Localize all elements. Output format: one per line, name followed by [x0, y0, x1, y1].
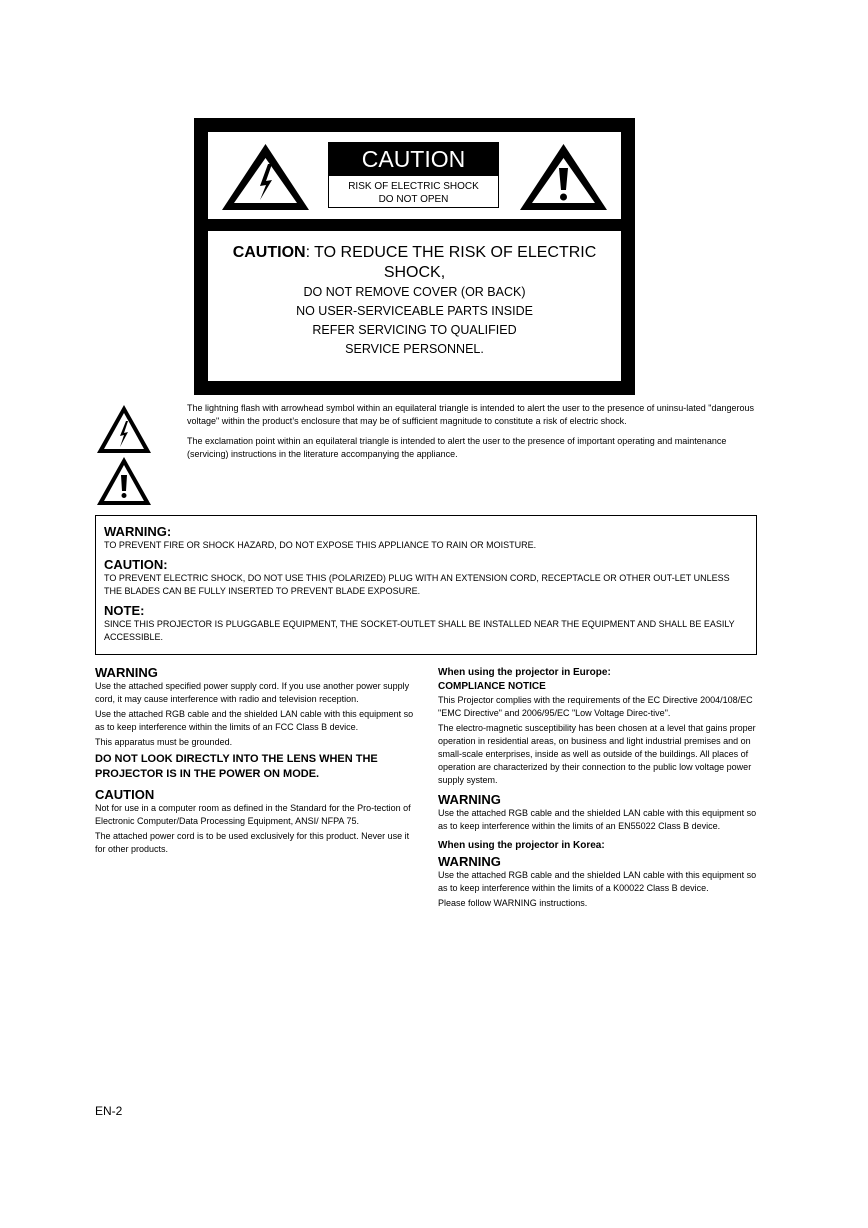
caution-headline-rest: : TO REDUCE THE RISK OF ELECTRIC	[305, 244, 597, 261]
paragraph: Not for use in a computer room as defined in the Standard for the Pro-tection of Electronic Computer/Data Processing Equipment, ANSI/ NFPA 75.	[95, 803, 411, 826]
paragraph: This Projector complies with the requirements of the EC Directive 2004/108/EC "EMC Directive" and 2006/95/EC "Low Voltage Direc-tive".	[438, 695, 753, 718]
warning-notice-box	[95, 515, 757, 655]
paragraph: Use the attached RGB cable and the shielded LAN cable with this equipment so as to keep interference within the limits of an FCC Class B device.	[95, 709, 414, 732]
paragraph: Please follow WARNING instructions.	[438, 898, 588, 908]
lightning-explanation: The lightning flash with arrowhead symbol within an equilateral triangle is intended to alert the user to the presence of uninsu-lated "dangerous voltage" within the product’s enclosure that may be of sufficient magnitude to constitute a risk of electric shock.	[187, 403, 755, 426]
caution-message	[208, 231, 621, 381]
do-not-open-text: DO NOT OPEN	[378, 194, 449, 205]
risk-text: RISK OF ELECTRIC SHOCK	[348, 181, 479, 192]
paragraph: This apparatus must be grounded.	[95, 737, 233, 747]
caution-label-subtitle	[329, 176, 498, 206]
paragraph: The electro-magnetic susceptibility has been chosen at a level that gains proper operation in residential areas, on business and light industrial premises and on small-scale enterprises, inside as well as outside of the buildings. All places of operation are characterized by their connection to the public low voltage power supply system.	[438, 723, 756, 785]
paragraph: Use the attached RGB cable and the shielded LAN cable with this equipment so as to keep interference within the limits of a K00022 Class B device.	[438, 870, 757, 893]
exclamation-explanation: The exclamation point within an equilateral triangle is intended to alert the user to the presence of important operating and maintenance (servicing) instructions in the literature accompanying the appliance.	[187, 436, 727, 459]
note-text: SINCE THIS PROJECTOR IS PLUGGABLE EQUIPMENT, THE SOCKET-OUTLET SHALL BE INSTALLED NEAR THE EQUIPMENT AND SHALL BE EASILY ACCESSIBLE.	[104, 619, 735, 642]
caution-label-top	[208, 132, 621, 219]
caution-headline-line2: SHOCK,	[383, 264, 446, 281]
caution-line: NO USER-SERVICEABLE PARTS INSIDE	[296, 304, 533, 318]
left-column	[95, 666, 415, 858]
caution-label-box	[194, 118, 635, 395]
caution-text: TO PREVENT ELECTRIC SHOCK, DO NOT USE THIS (POLARIZED) PLUG WITH AN EXTENSION CORD, RECEPTACLE OR OTHER OUT-LET UNLESS THE BLADES CAN BE FULLY INSERTED TO PREVENT BLADE EXPOSURE.	[104, 573, 730, 596]
caution-line: DO NOT REMOVE COVER (OR BACK)	[303, 285, 526, 299]
warning-text: TO PREVENT FIRE OR SHOCK HAZARD, DO NOT EXPOSE THIS APPLIANCE TO RAIN OR MOISTURE.	[104, 540, 537, 550]
caution-line: SERVICE PERSONNEL.	[345, 342, 484, 356]
warning-heading: WARNING	[95, 665, 158, 680]
right-column	[438, 666, 758, 912]
page-number: EN-2	[95, 1104, 123, 1118]
warning-heading: WARNING	[438, 854, 501, 869]
compliance-heading: COMPLIANCE NOTICE	[438, 681, 546, 692]
caution-heading: CAUTION:	[104, 557, 168, 572]
warning-heading: WARNING:	[104, 524, 172, 539]
symbol-icons	[95, 403, 153, 507]
lightning-triangle-icon	[95, 403, 153, 455]
caution-heading: CAUTION	[95, 787, 155, 802]
warning-heading: WARNING	[438, 792, 501, 807]
caution-label	[328, 142, 499, 208]
symbol-explanations	[187, 402, 757, 468]
exclamation-warning-icon	[516, 140, 611, 214]
caution-headline-bold: CAUTION	[232, 244, 306, 261]
caution-label-title: CAUTION	[329, 143, 498, 176]
exclamation-triangle-icon	[95, 455, 153, 507]
caution-line: REFER SERVICING TO QUALIFIED	[312, 323, 517, 337]
korea-heading: When using the projector in Korea:	[438, 840, 605, 851]
paragraph: Use the attached RGB cable and the shielded LAN cable with this equipment so as to keep interference within the limits of an EN55022 Class B device.	[438, 808, 757, 831]
europe-heading: When using the projector in Europe:	[438, 667, 611, 678]
caution-headline	[208, 243, 621, 283]
paragraph: Use the attached specified power supply cord. If you use another power supply cord, it may cause interference with radio and television reception.	[95, 681, 410, 704]
paragraph: The attached power cord is to be used exclusively for this product. Never use it for other products.	[95, 831, 410, 854]
electric-shock-warning-icon	[218, 140, 313, 214]
lens-warning: DO NOT LOOK DIRECTLY INTO THE LENS WHEN THE PROJECTOR IS IN THE POWER ON MODE.	[95, 753, 378, 780]
note-heading: NOTE:	[104, 603, 145, 618]
